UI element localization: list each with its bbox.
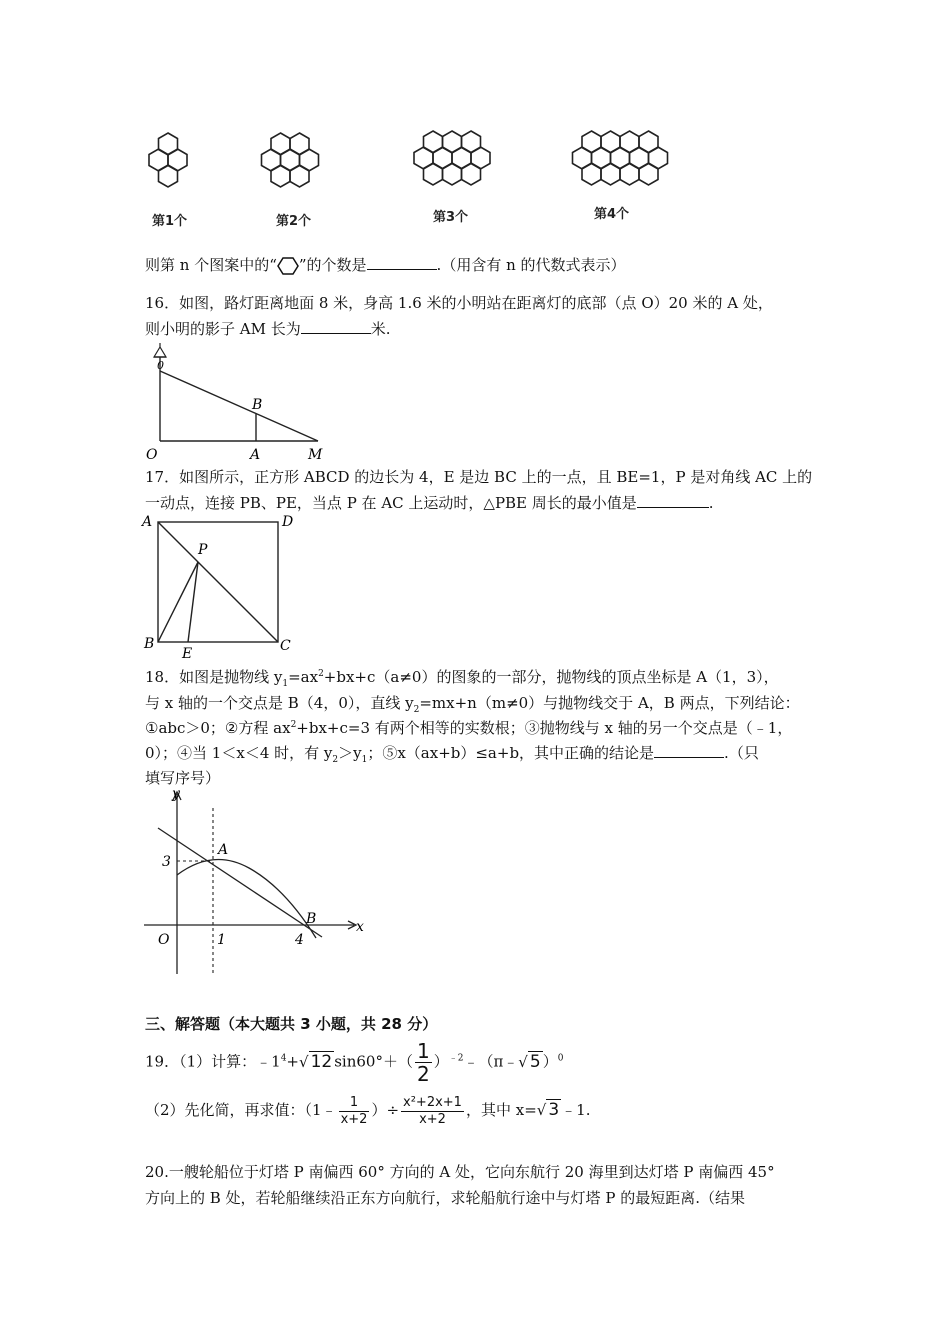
- pattern-4: [573, 131, 668, 185]
- square-diagram: [140, 510, 310, 660]
- answer-blank[interactable]: [654, 743, 724, 758]
- pattern-1: [149, 133, 187, 187]
- pattern-3: [414, 131, 490, 185]
- q17-line-2: 一动点，连接 PB、PE，当点 P 在 AC 上运动时，△PBE 周长的最小值是 .: [145, 494, 714, 512]
- q20-line-1: 20.一艘轮船位于灯塔 P 南偏西 60° 方向的 A 处，它向东航行 20 海里到达灯塔 P 南偏西 45°: [145, 1163, 775, 1181]
- sqrt-3: √ 3: [536, 1100, 560, 1120]
- q18-line-5: 填写序号）: [145, 769, 221, 787]
- svg-text:M: M: [308, 447, 323, 463]
- svg-text:0: 0: [157, 359, 164, 372]
- svg-text:1: 1: [217, 932, 226, 948]
- diagonal-ac: [158, 522, 278, 642]
- svg-text:A: A: [218, 842, 229, 858]
- q20-line-2: 方向上的 B 处，若轮船继续沿正东方向航行，求轮船航行途中与灯塔 P 的最短距离.（结果: [145, 1189, 745, 1207]
- svg-text:B: B: [252, 397, 263, 413]
- fraction-polynomial: $\frac{\text{x²+2x+1}}{x+2}$: [403, 1094, 462, 1127]
- caption-4: 第4个: [594, 207, 630, 222]
- caption-2: 第2个: [276, 214, 312, 229]
- parabola-diagram: [140, 788, 370, 978]
- svg-text:A: A: [250, 447, 261, 463]
- parabola-curve: [177, 859, 316, 938]
- q16-line-2: 则小明的影子 AM 长为 米.: [145, 320, 391, 338]
- streetlight-diagram: [140, 343, 340, 463]
- svg-text:P: P: [198, 542, 208, 558]
- svg-text:4: 4: [295, 932, 304, 948]
- fraction-one-half: $\frac{1}{2}$: [416, 1039, 430, 1086]
- q19-part-1: 19．（1）计算：$﹣1^4+√$ 12 sin60°＋（ $\frac{1}{2}$ ）$^{﹣2}$﹣（π﹣√ 5 ）$^0$: [145, 1039, 564, 1086]
- svg-text:B: B: [306, 911, 317, 927]
- svg-text:3: 3: [162, 854, 171, 870]
- q17-line-1: 17．如图所示，正方形 ABCD 的边长为 4，E 是边 BC 上的一点，且 BE=1，P 是对角线 AC 上的: [145, 468, 813, 486]
- sqrt-12: √ 12: [299, 1051, 333, 1072]
- q18-line-2: 与 x 轴的一个交点是 B（4，0），直线 $y_2=mx+n(m\ne 0)$与抛物线交于 A，B 两点，下列结论：: [145, 694, 800, 715]
- svg-text:E: E: [182, 646, 193, 660]
- hexagon-icon: [277, 257, 299, 275]
- svg-text:O: O: [146, 447, 158, 463]
- q18-line-1: 18．如图是抛物线 $y_1=ax^2+bx+c(a\ne 0)$的图象的一部分，抛物线的顶点坐标是 A（1，3），: [145, 668, 779, 689]
- q16-line-1: 16．如图，路灯距离地面 8 米，身高 1.6 米的小明站在距离灯的底部（点 O）20 米的 A 处，: [145, 294, 773, 312]
- answer-blank[interactable]: [301, 319, 371, 334]
- segment-pe: [188, 562, 198, 642]
- svg-text:C: C: [280, 638, 291, 654]
- q18-line-3: ①abc＞0；②方程 $ax^2+bx+c=3$ 有两个相等的实数根；③抛物线与 x 轴的另一个交点是（﹣1，: [145, 719, 793, 737]
- caption-1: 第1个: [152, 214, 188, 229]
- svg-text:y: y: [172, 788, 180, 802]
- svg-text:O: O: [158, 932, 170, 948]
- answer-blank[interactable]: [637, 493, 709, 508]
- sqrt-5: √ 5: [518, 1051, 541, 1072]
- caption-3: 第3个: [433, 210, 469, 225]
- q18-line-4: 0）；④当 1＜x＜4 时，有 $y_2>y_1$；⑤x（ax+b）≤a+b，其中正确的结论是 .（只: [145, 744, 759, 765]
- svg-text:A: A: [142, 514, 153, 530]
- line-y2: [158, 828, 322, 937]
- svg-text:D: D: [282, 514, 294, 530]
- fraction-1-over-x-plus-2: $\frac{1}{x+2}$: [340, 1094, 368, 1127]
- segment-pb: [158, 562, 198, 642]
- q19-part-2: （2）先化简，再求值：（1﹣ $\frac{1}{x+2}$ ）÷ $\frac{\text{x²+2x+1}}{x+2}$ ，其中 x=√ 3 ﹣1.: [145, 1094, 591, 1127]
- svg-text:x: x: [356, 919, 364, 935]
- section-3-title: 三、解答题（本大题共 3 小题，共 28 分）: [145, 1015, 438, 1033]
- answer-blank[interactable]: [367, 255, 437, 270]
- light-ray: [160, 371, 318, 441]
- lamp-icon: [154, 347, 166, 357]
- svg-text:B: B: [144, 636, 155, 652]
- pattern-2: [262, 133, 319, 187]
- q15-question-line: 则第 n 个图案中的“ ”的个数是 .（用含有 n 的代数式表示）: [145, 256, 626, 274]
